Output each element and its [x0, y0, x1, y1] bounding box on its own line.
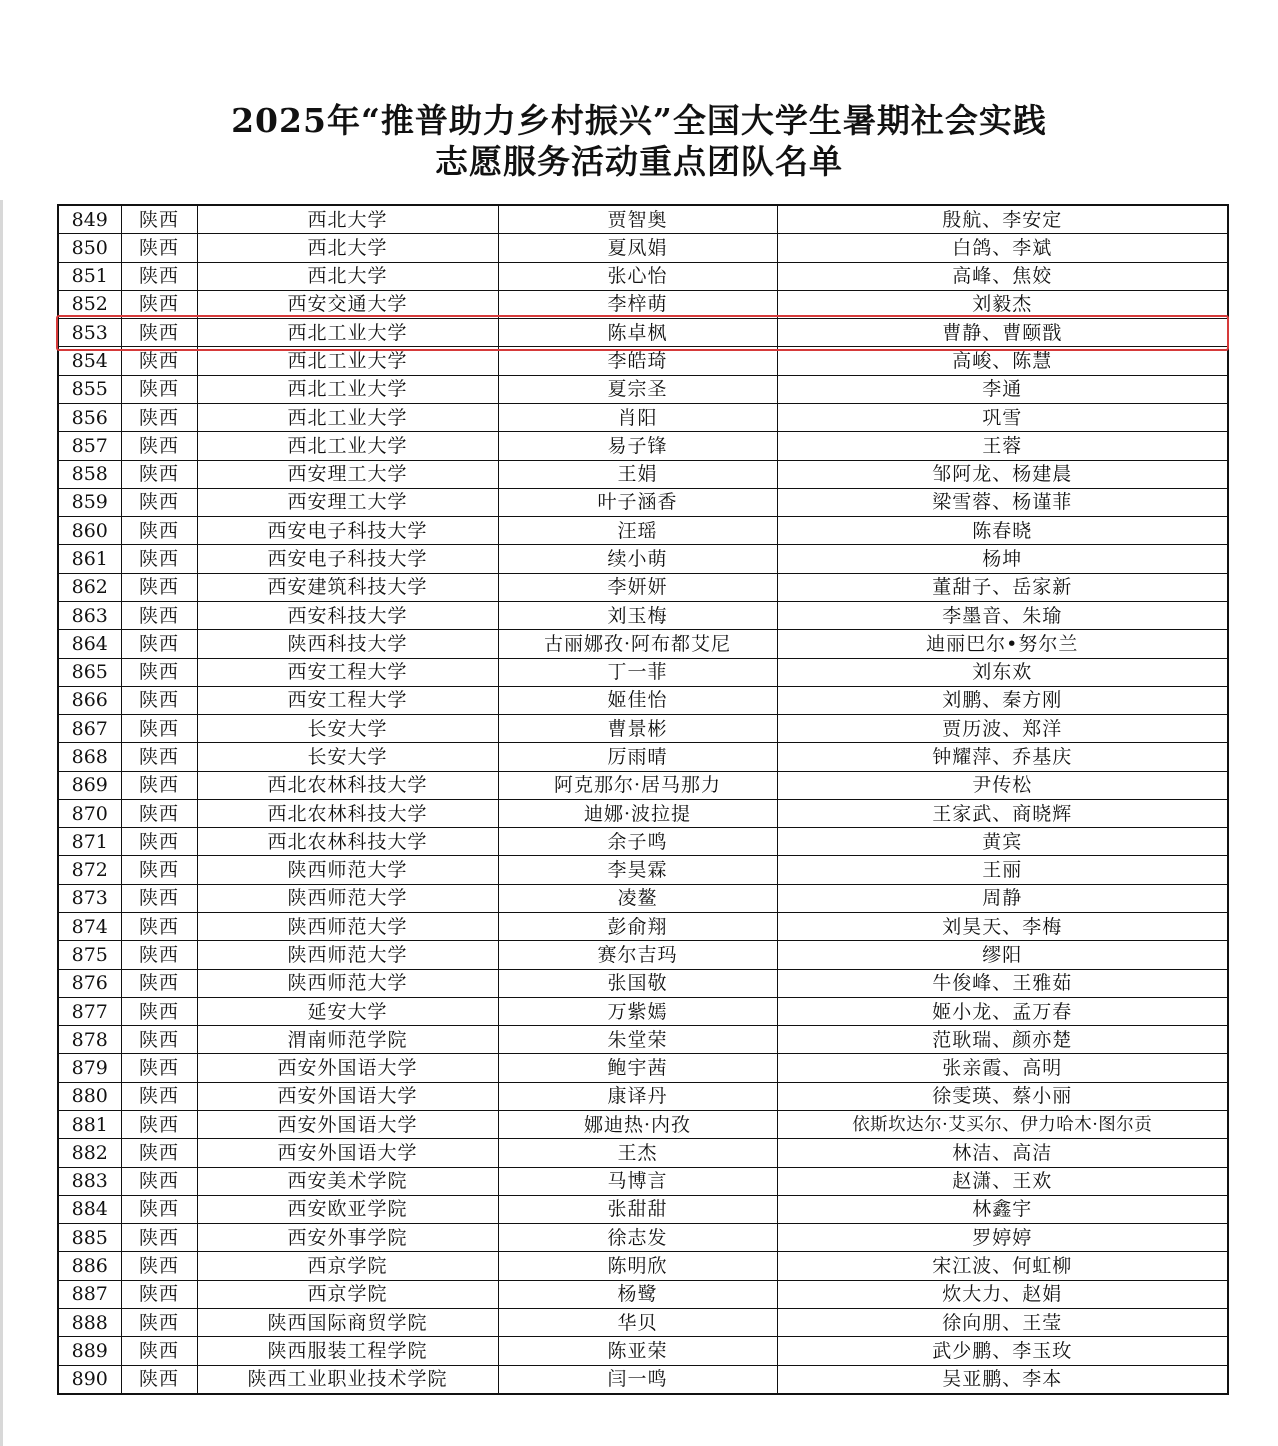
province-cell: 陕西	[121, 1337, 197, 1365]
school-cell: 西北大学	[197, 262, 498, 290]
school-cell: 西安外国语大学	[197, 1054, 498, 1082]
table-row	[58, 601, 1228, 629]
school-cell: 陕西服装工程学院	[197, 1337, 498, 1365]
province-cell: 陕西	[121, 997, 197, 1025]
school-cell: 西北工业大学	[197, 375, 498, 403]
leader-cell: 万紫嫣	[498, 997, 777, 1025]
row-number: 873	[58, 884, 121, 912]
row-number: 867	[58, 715, 121, 743]
province-cell: 陕西	[121, 1252, 197, 1280]
table-row	[58, 1139, 1228, 1167]
row-number: 878	[58, 1026, 121, 1054]
advisors-cell: 李墨音、朱瑜	[777, 601, 1228, 629]
table-row	[58, 234, 1228, 262]
school-cell: 西安外国语大学	[197, 1082, 498, 1110]
advisors-cell: 徐雯瑛、蔡小丽	[777, 1082, 1228, 1110]
row-number: 883	[58, 1167, 121, 1195]
row-number: 875	[58, 941, 121, 969]
table-row	[58, 1082, 1228, 1110]
advisors-cell: 宋江波、何虹柳	[777, 1252, 1228, 1280]
advisors-cell: 林洁、高洁	[777, 1139, 1228, 1167]
leader-cell: 陈明欣	[498, 1252, 777, 1280]
leader-cell: 王杰	[498, 1139, 777, 1167]
row-number: 879	[58, 1054, 121, 1082]
leader-cell: 丁一菲	[498, 658, 777, 686]
province-cell: 陕西	[121, 1167, 197, 1195]
school-cell: 陕西师范大学	[197, 856, 498, 884]
province-cell: 陕西	[121, 743, 197, 771]
table-row	[58, 799, 1228, 827]
advisors-cell: 高峻、陈慧	[777, 347, 1228, 375]
province-cell: 陕西	[121, 545, 197, 573]
province-cell: 陕西	[121, 1280, 197, 1308]
school-cell: 陕西师范大学	[197, 884, 498, 912]
row-number: 871	[58, 828, 121, 856]
row-number: 877	[58, 997, 121, 1025]
province-cell: 陕西	[121, 941, 197, 969]
row-number: 850	[58, 234, 121, 262]
province-cell: 陕西	[121, 771, 197, 799]
advisors-cell: 钟耀萍、乔基庆	[777, 743, 1228, 771]
row-number: 886	[58, 1252, 121, 1280]
row-number: 858	[58, 460, 121, 488]
school-cell: 西安工程大学	[197, 658, 498, 686]
row-number: 853	[58, 319, 121, 347]
row-number: 880	[58, 1082, 121, 1110]
leader-cell: 陈亚荣	[498, 1337, 777, 1365]
advisors-cell: 牛俊峰、王雅茹	[777, 969, 1228, 997]
row-number: 869	[58, 771, 121, 799]
row-number: 859	[58, 488, 121, 516]
advisors-cell: 迪丽巴尔•努尔兰	[777, 630, 1228, 658]
row-number: 852	[58, 290, 121, 318]
table-row	[58, 460, 1228, 488]
school-cell: 西安外国语大学	[197, 1139, 498, 1167]
leader-cell: 张心怡	[498, 262, 777, 290]
advisors-cell: 炊大力、赵娟	[777, 1280, 1228, 1308]
table-row	[58, 1365, 1228, 1394]
province-cell: 陕西	[121, 715, 197, 743]
advisors-cell: 刘毅杰	[777, 290, 1228, 318]
row-number: 884	[58, 1195, 121, 1223]
row-number: 874	[58, 913, 121, 941]
row-number: 876	[58, 969, 121, 997]
leader-cell: 马博言	[498, 1167, 777, 1195]
advisors-cell: 曹静、曹颐戬	[777, 319, 1228, 347]
school-cell: 西安理工大学	[197, 460, 498, 488]
leader-cell: 曹景彬	[498, 715, 777, 743]
province-cell: 陕西	[121, 686, 197, 714]
table-row	[58, 573, 1228, 601]
table-row	[58, 375, 1228, 403]
province-cell: 陕西	[121, 375, 197, 403]
province-cell: 陕西	[121, 913, 197, 941]
leader-cell: 华贝	[498, 1308, 777, 1336]
leader-cell: 李昊霖	[498, 856, 777, 884]
province-cell: 陕西	[121, 969, 197, 997]
advisors-cell: 贾历波、郑洋	[777, 715, 1228, 743]
table-row	[58, 1167, 1228, 1195]
row-number: 882	[58, 1139, 121, 1167]
row-number: 861	[58, 545, 121, 573]
school-cell: 西安外事学院	[197, 1224, 498, 1252]
advisors-cell: 陈春晓	[777, 517, 1228, 545]
table-row	[58, 913, 1228, 941]
province-cell: 陕西	[121, 290, 197, 318]
table-row	[58, 941, 1228, 969]
table-row	[58, 1111, 1228, 1139]
school-cell: 西北大学	[197, 234, 498, 262]
leader-cell: 肖阳	[498, 403, 777, 431]
leader-cell: 鲍宇茜	[498, 1054, 777, 1082]
province-cell: 陕西	[121, 1195, 197, 1223]
advisors-cell: 王蓉	[777, 432, 1228, 460]
table-row	[58, 884, 1228, 912]
leader-cell: 王娟	[498, 460, 777, 488]
leader-cell: 贾智奥	[498, 205, 777, 234]
table-row	[58, 290, 1228, 318]
table-row	[58, 262, 1228, 290]
row-number: 865	[58, 658, 121, 686]
table-row	[58, 545, 1228, 573]
table-row	[58, 1252, 1228, 1280]
leader-cell: 叶子涵香	[498, 488, 777, 516]
advisors-cell: 巩雪	[777, 403, 1228, 431]
advisors-cell: 周静	[777, 884, 1228, 912]
leader-cell: 汪瑶	[498, 517, 777, 545]
advisors-cell: 张亲霞、高明	[777, 1054, 1228, 1082]
province-cell: 陕西	[121, 1082, 197, 1110]
advisors-cell: 武少鹏、李玉玫	[777, 1337, 1228, 1365]
province-cell: 陕西	[121, 573, 197, 601]
row-number: 885	[58, 1224, 121, 1252]
province-cell: 陕西	[121, 856, 197, 884]
advisors-cell: 罗婷婷	[777, 1224, 1228, 1252]
page-edge	[0, 200, 3, 1446]
leader-cell: 夏凤娟	[498, 234, 777, 262]
province-cell: 陕西	[121, 1365, 197, 1394]
leader-cell: 康译丹	[498, 1082, 777, 1110]
advisors-cell: 赵潇、王欢	[777, 1167, 1228, 1195]
advisors-cell: 邹阿龙、杨建晨	[777, 460, 1228, 488]
province-cell: 陕西	[121, 884, 197, 912]
province-cell: 陕西	[121, 630, 197, 658]
advisors-cell: 林鑫宇	[777, 1195, 1228, 1223]
leader-cell: 阿克那尔·居马那力	[498, 771, 777, 799]
row-number: 889	[58, 1337, 121, 1365]
school-cell: 西安电子科技大学	[197, 517, 498, 545]
advisors-cell: 高峰、焦姣	[777, 262, 1228, 290]
province-cell: 陕西	[121, 432, 197, 460]
school-cell: 渭南师范学院	[197, 1026, 498, 1054]
leader-cell: 李梓萌	[498, 290, 777, 318]
advisors-cell: 徐向朋、王莹	[777, 1308, 1228, 1336]
advisors-cell: 尹传松	[777, 771, 1228, 799]
team-roster-body	[58, 205, 1228, 1394]
row-number: 851	[58, 262, 121, 290]
advisors-cell: 杨坤	[777, 545, 1228, 573]
advisors-cell: 黄宾	[777, 828, 1228, 856]
row-number: 862	[58, 573, 121, 601]
leader-cell: 李妍妍	[498, 573, 777, 601]
table-row	[58, 1280, 1228, 1308]
advisors-cell: 范耿瑞、颜亦楚	[777, 1026, 1228, 1054]
row-number: 872	[58, 856, 121, 884]
leader-cell: 闫一鸣	[498, 1365, 777, 1394]
province-cell: 陕西	[121, 658, 197, 686]
school-cell: 陕西国际商贸学院	[197, 1308, 498, 1336]
advisors-cell: 梁雪蓉、杨谨菲	[777, 488, 1228, 516]
school-cell: 西安电子科技大学	[197, 545, 498, 573]
row-number: 881	[58, 1111, 121, 1139]
school-cell: 长安大学	[197, 715, 498, 743]
school-cell: 延安大学	[197, 997, 498, 1025]
school-cell: 西安工程大学	[197, 686, 498, 714]
table-row	[58, 403, 1228, 431]
province-cell: 陕西	[121, 1308, 197, 1336]
province-cell: 陕西	[121, 460, 197, 488]
table-row	[58, 1026, 1228, 1054]
table-row	[58, 658, 1228, 686]
province-cell: 陕西	[121, 1054, 197, 1082]
leader-cell: 赛尔吉玛	[498, 941, 777, 969]
school-cell: 西安欧亚学院	[197, 1195, 498, 1223]
table-row	[58, 347, 1228, 375]
table-row	[58, 432, 1228, 460]
row-number: 863	[58, 601, 121, 629]
leader-cell: 徐志发	[498, 1224, 777, 1252]
table-row	[58, 743, 1228, 771]
province-cell: 陕西	[121, 319, 197, 347]
school-cell: 长安大学	[197, 743, 498, 771]
school-cell: 西北工业大学	[197, 403, 498, 431]
province-cell: 陕西	[121, 488, 197, 516]
table-row	[58, 319, 1228, 347]
leader-cell: 刘玉梅	[498, 601, 777, 629]
leader-cell: 娜迪热·内孜	[498, 1111, 777, 1139]
school-cell: 西北大学	[197, 205, 498, 234]
table-row	[58, 205, 1228, 234]
table-row	[58, 1195, 1228, 1223]
leader-cell: 彭俞翔	[498, 913, 777, 941]
document-title-line-1: 2025年“推普助力乡村振兴”全国大学生暑期社会实践	[231, 101, 1047, 140]
row-number: 860	[58, 517, 121, 545]
row-number: 890	[58, 1365, 121, 1394]
table-row	[58, 1337, 1228, 1365]
advisors-cell: 姬小龙、孟万春	[777, 997, 1228, 1025]
table-row	[58, 856, 1228, 884]
leader-cell: 夏宗圣	[498, 375, 777, 403]
row-number: 855	[58, 375, 121, 403]
province-cell: 陕西	[121, 1026, 197, 1054]
province-cell: 陕西	[121, 517, 197, 545]
leader-cell: 古丽娜孜·阿布都艾尼	[498, 630, 777, 658]
province-cell: 陕西	[121, 1139, 197, 1167]
leader-cell: 张甜甜	[498, 1195, 777, 1223]
advisors-cell: 吴亚鹏、李本	[777, 1365, 1228, 1394]
school-cell: 西北工业大学	[197, 347, 498, 375]
row-number: 887	[58, 1280, 121, 1308]
school-cell: 西安科技大学	[197, 601, 498, 629]
school-cell: 西北工业大学	[197, 319, 498, 347]
table-row	[58, 997, 1228, 1025]
school-cell: 西安交通大学	[197, 290, 498, 318]
advisors-cell: 李通	[777, 375, 1228, 403]
row-number: 857	[58, 432, 121, 460]
school-cell: 西安建筑科技大学	[197, 573, 498, 601]
table-row	[58, 1308, 1228, 1336]
school-cell: 西京学院	[197, 1252, 498, 1280]
leader-cell: 厉雨晴	[498, 743, 777, 771]
advisors-cell: 殷航、李安定	[777, 205, 1228, 234]
school-cell: 西北农林科技大学	[197, 771, 498, 799]
province-cell: 陕西	[121, 1224, 197, 1252]
table-row	[58, 715, 1228, 743]
province-cell: 陕西	[121, 828, 197, 856]
province-cell: 陕西	[121, 1111, 197, 1139]
table-row	[58, 488, 1228, 516]
team-roster-table	[57, 204, 1229, 1395]
advisors-cell: 刘鹏、秦方刚	[777, 686, 1228, 714]
school-cell: 陕西师范大学	[197, 941, 498, 969]
school-cell: 西北农林科技大学	[197, 799, 498, 827]
advisors-cell: 董甜子、岳家新	[777, 573, 1228, 601]
province-cell: 陕西	[121, 799, 197, 827]
school-cell: 西京学院	[197, 1280, 498, 1308]
row-number: 868	[58, 743, 121, 771]
leader-cell: 余子鸣	[498, 828, 777, 856]
school-cell: 陕西师范大学	[197, 969, 498, 997]
leader-cell: 杨鹭	[498, 1280, 777, 1308]
province-cell: 陕西	[121, 205, 197, 234]
table-row	[58, 1224, 1228, 1252]
advisors-cell: 白鸽、李斌	[777, 234, 1228, 262]
row-number: 856	[58, 403, 121, 431]
leader-cell: 续小萌	[498, 545, 777, 573]
school-cell: 陕西科技大学	[197, 630, 498, 658]
leader-cell: 凌鳌	[498, 884, 777, 912]
province-cell: 陕西	[121, 403, 197, 431]
table-row	[58, 969, 1228, 997]
school-cell: 西北农林科技大学	[197, 828, 498, 856]
school-cell: 陕西工业职业技术学院	[197, 1365, 498, 1394]
leader-cell: 陈卓枫	[498, 319, 777, 347]
province-cell: 陕西	[121, 347, 197, 375]
leader-cell: 李皓琦	[498, 347, 777, 375]
advisors-cell: 王丽	[777, 856, 1228, 884]
advisors-cell: 刘昊天、李梅	[777, 913, 1228, 941]
table-row	[58, 517, 1228, 545]
row-number: 866	[58, 686, 121, 714]
row-number: 888	[58, 1308, 121, 1336]
province-cell: 陕西	[121, 601, 197, 629]
row-number: 854	[58, 347, 121, 375]
school-cell: 西北工业大学	[197, 432, 498, 460]
advisors-cell: 刘东欢	[777, 658, 1228, 686]
leader-cell: 易子锋	[498, 432, 777, 460]
advisors-cell: 缪阳	[777, 941, 1228, 969]
table-row	[58, 828, 1228, 856]
leader-cell: 张国敬	[498, 969, 777, 997]
school-cell: 陕西师范大学	[197, 913, 498, 941]
school-cell: 西安理工大学	[197, 488, 498, 516]
leader-cell: 姬佳怡	[498, 686, 777, 714]
table-row	[58, 771, 1228, 799]
province-cell: 陕西	[121, 234, 197, 262]
table-row	[58, 1054, 1228, 1082]
school-cell: 西安外国语大学	[197, 1111, 498, 1139]
row-number: 849	[58, 205, 121, 234]
row-number: 870	[58, 799, 121, 827]
table-row	[58, 630, 1228, 658]
row-number: 864	[58, 630, 121, 658]
document-title-line-2: 志愿服务活动重点团队名单	[435, 142, 843, 181]
school-cell: 西安美术学院	[197, 1167, 498, 1195]
advisors-cell: 依斯坎达尔·艾买尔、伊力哈木·图尔贡	[777, 1111, 1228, 1139]
advisors-cell: 王家武、商晓辉	[777, 799, 1228, 827]
leader-cell: 朱堂荣	[498, 1026, 777, 1054]
table-row	[58, 686, 1228, 714]
leader-cell: 迪娜·波拉提	[498, 799, 777, 827]
province-cell: 陕西	[121, 262, 197, 290]
